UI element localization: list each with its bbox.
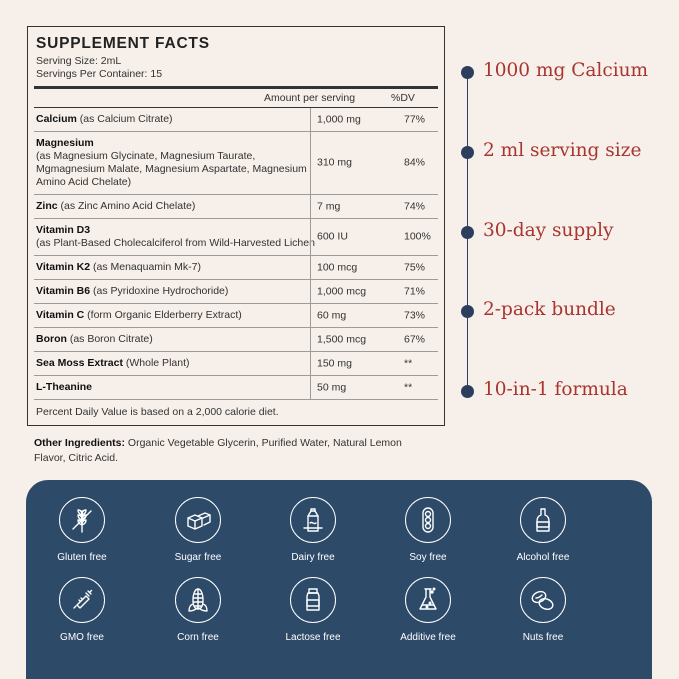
dv-header: %DV xyxy=(391,92,415,104)
nutrient-bold: Vitamin B6 xyxy=(36,285,91,297)
nutrient-name xyxy=(34,352,316,375)
column-divider xyxy=(310,132,311,194)
serving-size: Serving Size: 2mL xyxy=(36,55,122,67)
nutrient-source: (as Menaquamin Mk-7) xyxy=(90,261,201,273)
column-divider xyxy=(310,219,311,255)
badge-sugar-free xyxy=(148,497,248,563)
wheat-icon xyxy=(59,497,105,543)
badge-label: Gluten free xyxy=(57,552,107,563)
nutrient-source: (form Organic Elderberry Extract) xyxy=(84,309,242,321)
timeline-text: 1000 mg Calcium xyxy=(483,60,649,81)
nutrient-dv: 84% xyxy=(404,156,426,169)
badge-label: Lactose free xyxy=(285,632,341,643)
badge-additive-free xyxy=(378,577,478,643)
nutrient-dv: 77% xyxy=(404,113,426,125)
timeline-dot xyxy=(461,385,474,398)
badge-label: Additive free xyxy=(400,632,456,643)
nutrient-name xyxy=(34,219,316,255)
facts-row xyxy=(34,376,438,400)
nutrient-dv: 75% xyxy=(404,261,426,273)
facts-row xyxy=(34,195,438,219)
badge-alcohol-free xyxy=(493,497,593,563)
nutrient-amount: 100 mcg xyxy=(317,261,358,273)
column-divider xyxy=(310,256,311,279)
facts-header-row xyxy=(34,89,438,108)
nutrient-source: (as Calcium Citrate) xyxy=(76,113,173,125)
timeline-text: 2-pack bundle xyxy=(483,299,616,320)
nutrient-bold: Vitamin C xyxy=(36,309,85,321)
corn-icon xyxy=(175,577,221,623)
nutrient-bold: Sea Moss Extract xyxy=(36,357,123,369)
nutrient-amount: 310 mg xyxy=(317,156,353,169)
nutrient-name xyxy=(34,195,316,218)
badge-label: GMO free xyxy=(60,632,104,643)
servings-per-container: Servings Per Container: 15 xyxy=(36,68,163,80)
badge-label: Sugar free xyxy=(174,552,222,563)
facts-row xyxy=(34,132,438,195)
nutrient-bold: Boron xyxy=(36,333,67,345)
facts-row xyxy=(34,219,438,256)
nutrient-amount: 50 mg xyxy=(317,381,347,393)
bottle-icon xyxy=(520,497,566,543)
facts-row xyxy=(34,304,438,328)
dv-footnote: Percent Daily Value is based on a 2,000 calorie diet. xyxy=(36,406,279,418)
badge-nuts-free xyxy=(493,577,593,643)
timeline-text: 30-day supply xyxy=(483,220,614,241)
nutrient-amount: 60 mg xyxy=(317,309,347,321)
nutrient-source: (as Magnesium Glycinate, Magnesium Taurate, Mgmagnesium Malate, Magnesium Aspartate, Magnesium Amino Acid Chelate) xyxy=(36,150,307,188)
nutrient-amount: 1,000 mcg xyxy=(317,285,367,297)
column-divider xyxy=(310,376,311,399)
badge-label: Dairy free xyxy=(291,552,335,563)
timeline-dot xyxy=(461,146,474,159)
badge-gmo-free xyxy=(32,577,132,643)
other-ingredients-label: Other Ingredients: xyxy=(34,437,126,449)
timeline-dot xyxy=(461,305,474,318)
nutrient-dv: ** xyxy=(404,381,413,393)
badge-label: Nuts free xyxy=(522,632,564,643)
nutrient-source: (as Boron Citrate) xyxy=(66,333,153,345)
timeline-text: 10-in-1 formula xyxy=(483,379,628,400)
nutrient-name xyxy=(34,132,316,194)
nutrient-bold: L-Theanine xyxy=(36,381,93,393)
supplement-facts-panel xyxy=(27,26,445,426)
soybean-icon xyxy=(405,497,451,543)
column-divider xyxy=(310,280,311,303)
nutrient-dv: 73% xyxy=(404,309,426,321)
nuts-icon xyxy=(520,577,566,623)
facts-row xyxy=(34,328,438,352)
free-from-panel xyxy=(26,480,652,679)
nutrient-dv: 71% xyxy=(404,285,426,297)
facts-row xyxy=(34,352,438,376)
badge-label: Alcohol free xyxy=(516,552,570,563)
facts-row xyxy=(34,108,438,132)
facts-row xyxy=(34,256,438,280)
sugar-cubes-icon xyxy=(175,497,221,543)
nutrient-bold: Calcium xyxy=(36,113,77,125)
nutrient-name xyxy=(34,280,316,303)
badge-gluten-free xyxy=(32,497,132,563)
flask-icon xyxy=(405,577,451,623)
facts-row xyxy=(34,280,438,304)
badge-lactose-free xyxy=(263,577,363,643)
facts-rows xyxy=(34,108,438,400)
column-divider xyxy=(310,195,311,218)
timeline-dot xyxy=(461,226,474,239)
badge-soy-free xyxy=(378,497,478,563)
nutrient-dv: 67% xyxy=(404,333,426,345)
nutrient-name xyxy=(34,256,316,279)
nutrient-amount: 1,500 mcg xyxy=(317,333,367,345)
badge-corn-free xyxy=(148,577,248,643)
jar-icon xyxy=(290,577,336,623)
nutrient-amount: 1,000 mg xyxy=(317,113,361,125)
badge-dairy-free xyxy=(263,497,363,563)
nutrient-amount: 7 mg xyxy=(317,200,341,212)
column-divider xyxy=(310,352,311,375)
other-ingredients-text: Organic Vegetable Glycerin, Purified Water, Natural Lemon Flavor, Citric Acid. xyxy=(34,437,402,464)
nutrient-amount: 150 mg xyxy=(317,357,353,369)
nutrient-dv: 74% xyxy=(404,200,426,212)
nutrient-source: (as Zinc Amino Acid Chelate) xyxy=(57,200,196,212)
column-divider xyxy=(310,108,311,131)
syringe-icon xyxy=(59,577,105,623)
timeline-dot xyxy=(461,66,474,79)
badge-label: Corn free xyxy=(177,632,219,643)
nutrient-bold: Magnesium xyxy=(36,137,94,149)
column-divider xyxy=(310,328,311,351)
nutrient-source: (Whole Plant) xyxy=(122,357,190,369)
facts-title: SUPPLEMENT FACTS xyxy=(36,35,210,52)
nutrient-name xyxy=(34,376,316,399)
nutrient-amount: 600 IU xyxy=(317,230,348,243)
amount-header: Amount per serving xyxy=(264,92,356,104)
column-divider xyxy=(310,304,311,327)
nutrient-bold: Vitamin K2 xyxy=(36,261,91,273)
nutrient-source: (as Pyridoxine Hydrochoride) xyxy=(90,285,229,297)
nutrient-source: (as Plant-Based Cholecalciferol from Wild-Harvested Lichen xyxy=(36,237,315,249)
nutrient-name xyxy=(34,304,316,327)
nutrient-dv: 100% xyxy=(404,230,431,243)
nutrient-name xyxy=(34,108,316,131)
nutrient-dv: ** xyxy=(404,357,413,369)
other-ingredients xyxy=(34,436,414,466)
nutrient-bold: Vitamin D3 xyxy=(36,224,91,236)
nutrient-name xyxy=(34,328,316,351)
milk-carton-icon xyxy=(290,497,336,543)
timeline-text: 2 ml serving size xyxy=(483,140,642,161)
nutrient-bold: Zinc xyxy=(36,200,58,212)
badge-label: Soy free xyxy=(409,552,447,563)
